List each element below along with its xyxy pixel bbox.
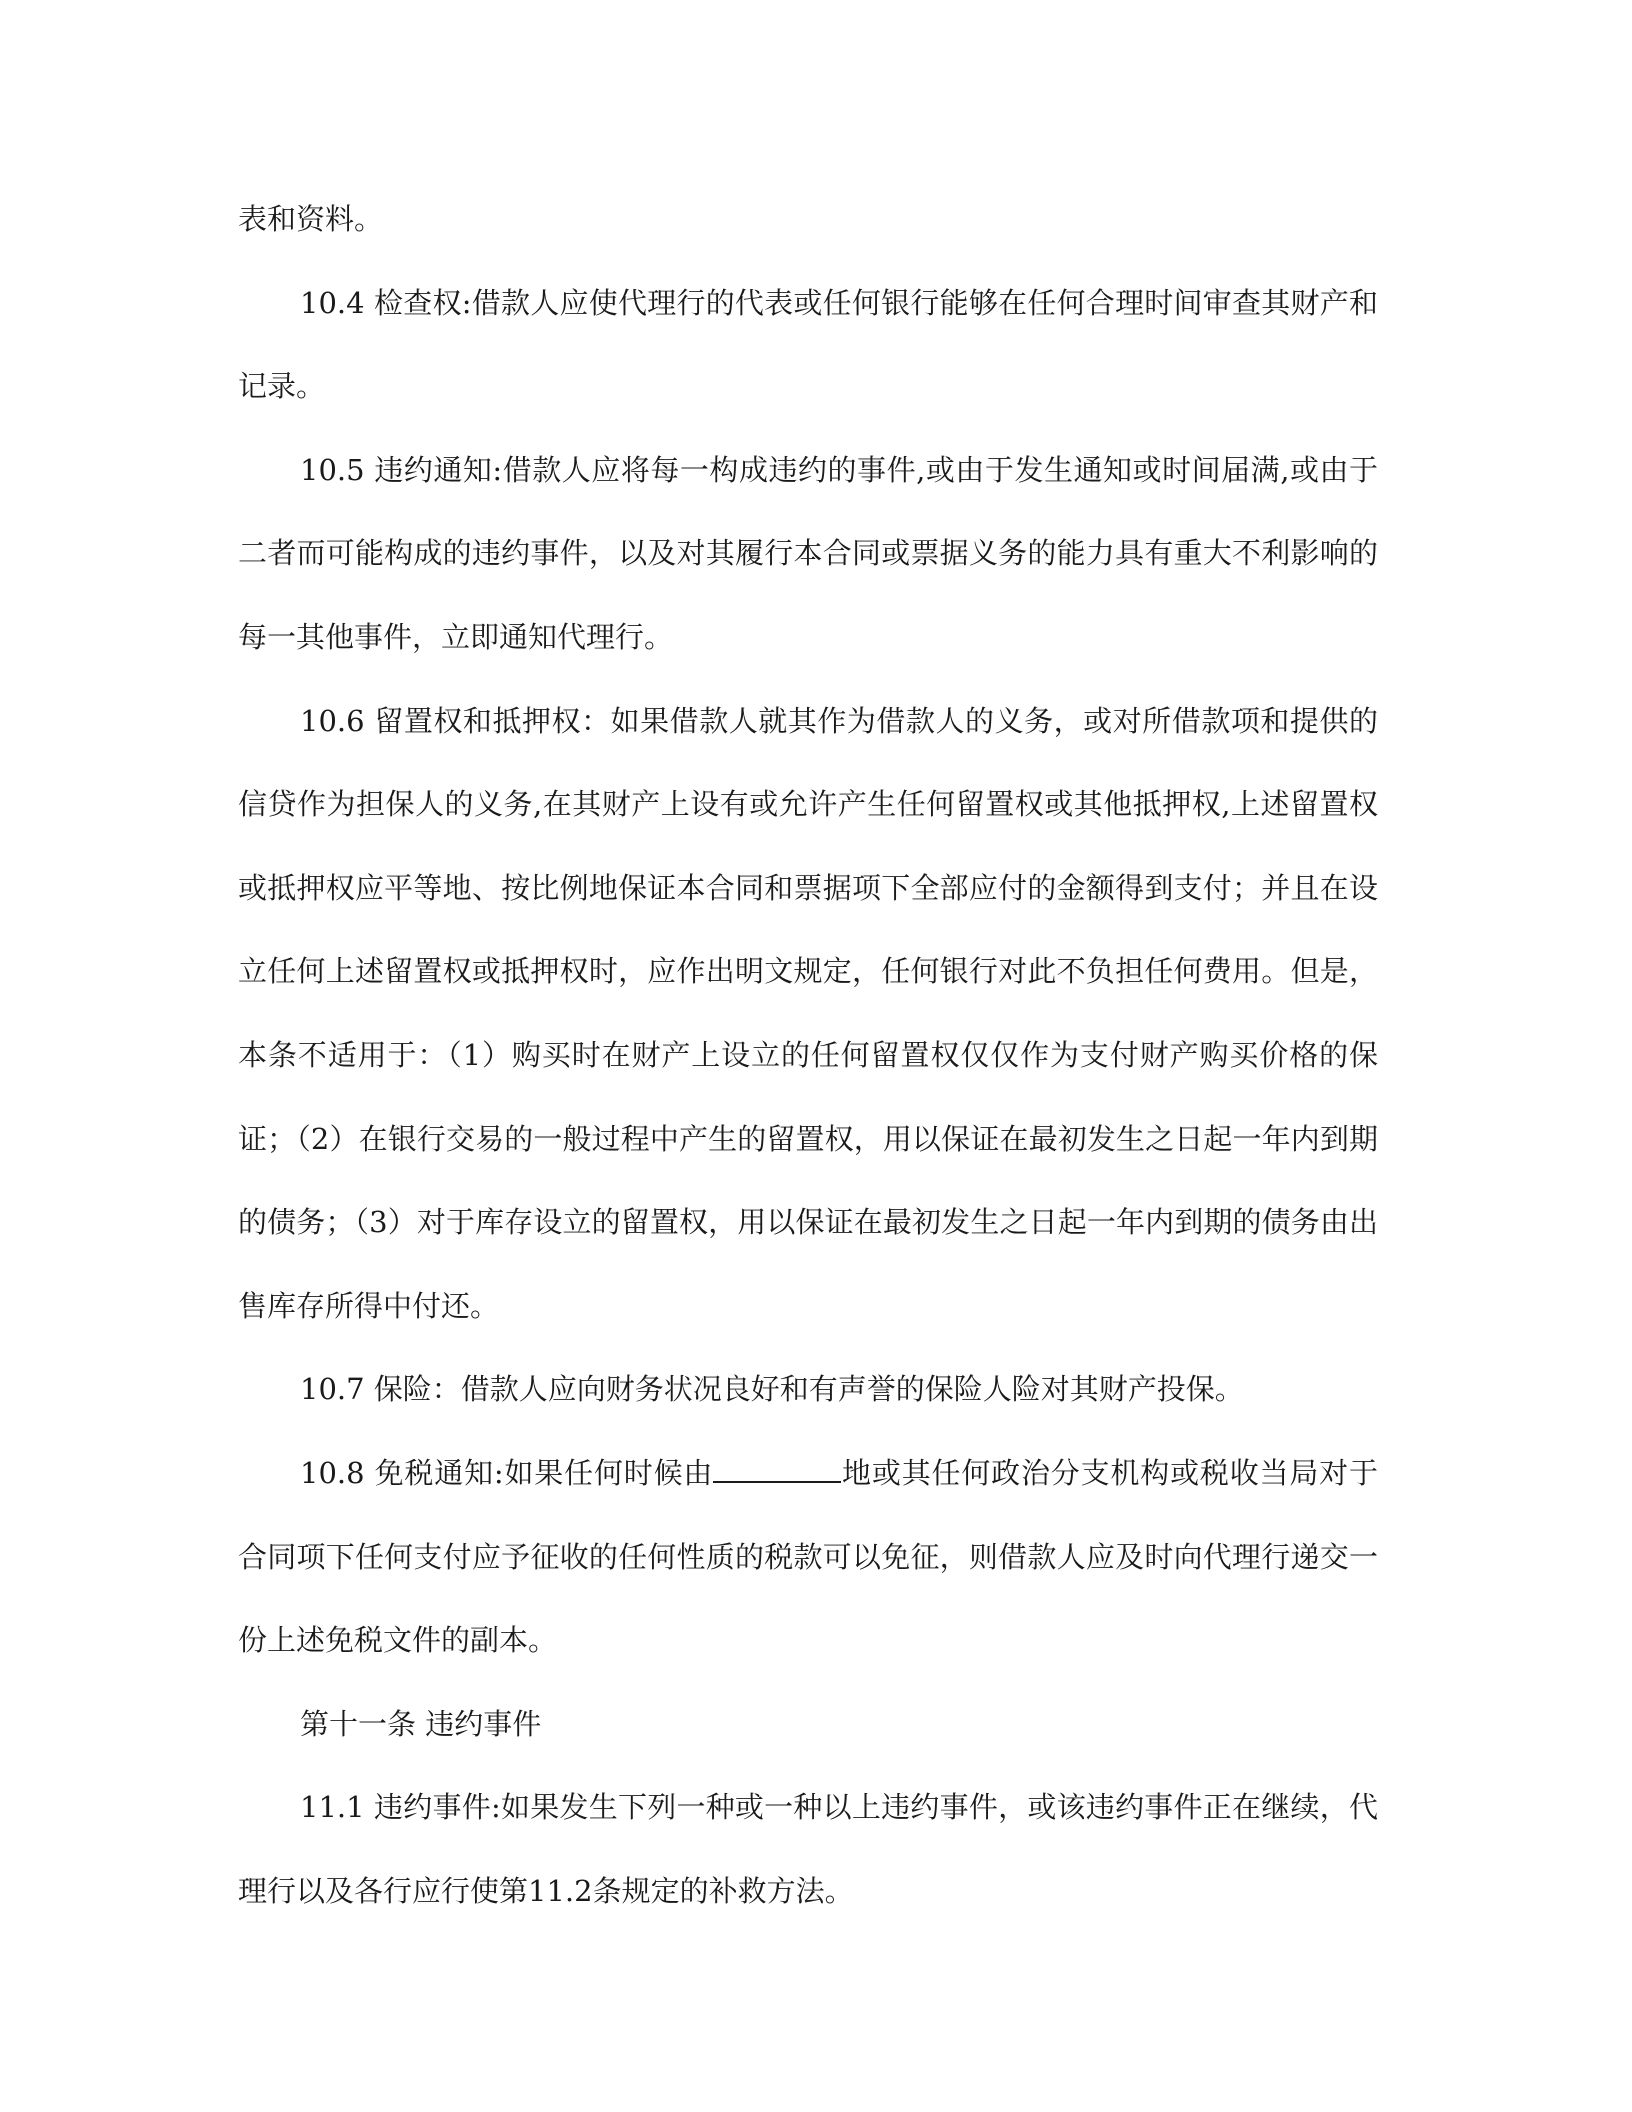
fill-in-blank bbox=[713, 1455, 841, 1483]
paragraph-10-6-liens: 10.6 留置权和抵押权：如果借款人就其作为借款人的义务，或对所借款项和提供的信贷作为担保人的义务,在其财产上设有或允许产生任何留置权或其他抵押权,上述留置权或抵押权应平等地、按比例地保证本合同和票据项下全部应付的金额得到支付；并且在设立任何上述留置权或抵押权时，应作出明文规定，任何银行对此不负担任何费用。但是，本条不适用于：（1）购买时在财产上设立的任何留置权仅仅作为支付财产购买价格的保证；（2）在银行交易的一般过程中产生的留置权，用以保证在最初发生之日起一年内到期的债务；（3）对于库存设立的留置权，用以保证在最初发生之日起一年内到期的债务由出售库存所得中付还。 bbox=[238, 703, 1378, 1323]
paragraph-10-8-tax-exemption bbox=[238, 1432, 1378, 1683]
paragraph-10-7-insurance: 10.7 保险：借款人应向财务状况良好和有声誉的保险人险对其财产投保。 bbox=[300, 1372, 1244, 1407]
paragraph-10-8-after-blank: 地或其任何政治分支机构或税收当局对于合同项下任何支付应予征收的任何性质的税款可以免征，则借款人应及时向代理行递交一份上述免税文件的副本。 bbox=[238, 1455, 1378, 1658]
section-11-heading: 第十一条 违约事件 bbox=[300, 1706, 542, 1741]
document-body bbox=[238, 178, 1378, 1933]
paragraph-11-1-events-of-default: 11.1 违约事件:如果发生下列一种或一种以上违约事件，或该违约事件正在继续，代理行以及各行应行使第11.2条规定的补救方法。 bbox=[238, 1790, 1378, 1908]
paragraph-10-4-inspection-right: 10.4 检查权:借款人应使代理行的代表或任何银行能够在任何合理时间审查其财产和记录。 bbox=[238, 285, 1378, 404]
paragraph-10-5-default-notice: 10.5 违约通知:借款人应将每一构成违约的事件,或由于发生通知或时间届满,或由于二者而可能构成的违约事件，以及对其履行本合同或票据义务的能力具有重大不利影响的每一其他事件，立即通知代理行。 bbox=[238, 452, 1378, 654]
paragraph-10-8-before-blank: 10.8 免税通知:如果任何时候由 bbox=[300, 1455, 714, 1490]
paragraph-continuation: 表和资料。 bbox=[238, 202, 384, 236]
